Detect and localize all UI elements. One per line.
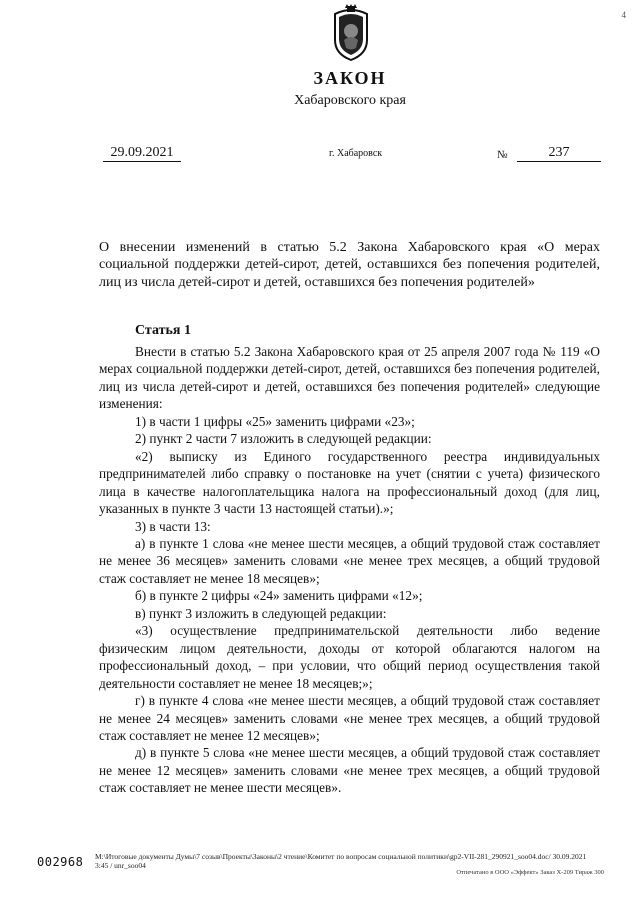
law-heading: [99, 239, 600, 291]
coat-of-arms-emblem: [329, 4, 373, 62]
article-paragraph: «3) осуществление предпринимательской деятельности либо ведение физическим лицом деятельности, доходы от которой облагаются налогом на профессиональный доход, – при условии, что общий период осуществления такой деятельности составляет не менее 18 месяцев;»;: [99, 623, 600, 691]
article-paragraph: б) в пункте 2 цифры «24» заменить цифрами «12»;: [135, 588, 423, 604]
document-code: 002968: [37, 855, 84, 869]
print-info: Отпечатано в ООО «Эффект» Заказ Х-209 Тираж 300: [456, 869, 604, 876]
article-paragraph: 2) пункт 2 части 7 изложить в следующей редакции:: [135, 431, 432, 447]
article-paragraph: «2) выписку из Единого государственного реестра индивидуальных предпринимателей либо справку о постановке на учет (снятии с учета) физического лица в качестве налогоплательщика налога на профессиональный доход (для лиц, указанных в пункте 3 части 13 настоящей статьи).»;: [99, 448, 600, 517]
law-number: 237: [517, 145, 601, 162]
law-subtitle: Хабаровского края: [294, 93, 406, 108]
article-body: [99, 343, 600, 797]
article-paragraph: г) в пункте 4 слова «не менее шести месяцев, а общий трудовой стаж составляет не менее 24 месяцев» заменить словами «не менее трех месяцев, а общий трудовой стаж составляет не менее 12 месяцев»;: [99, 693, 600, 743]
article-paragraph: д) в пункте 5 слова «не менее шести месяцев, а общий трудовой стаж составляет не менее 12 месяцев» заменить словами «не менее трех месяцев, а общий трудовой стаж составляет не менее шести месяцев».: [99, 745, 600, 796]
heading-line: О внесении изменений в статью 5.2 Закона Хабаровского края «О мерах: [99, 240, 600, 255]
heading-line: социальной поддержки детей-сирот, детей, оставшихся без попечения родителей,: [99, 257, 600, 273]
heading-line: лиц из числа детей-сирот и детей, оставшихся без попечения родителей»: [99, 274, 535, 290]
page-mark: 4: [621, 10, 626, 20]
article-paragraph: а) в пункте 1 слова «не менее шести месяцев, а общий трудовой стаж составляет не менее 36 месяцев» заменить словами «не менее трех месяцев, а общий трудовой стаж составляет не менее 18 месяцев»;: [99, 535, 600, 586]
law-date: 29.09.2021: [103, 145, 181, 162]
article-paragraph: Внести в статью 5.2 Закона Хабаровского края от 25 апреля 2007 года № 119 «О мерах социальной поддержки детей-сирот, детей, оставшихся без попечения родителей, лиц из числа детей-сирот и детей, оставшихся без попечения родителей» следующие изменения:: [99, 344, 600, 412]
law-title: ЗАКОН: [313, 68, 387, 88]
article-title: Статья 1: [135, 323, 191, 338]
file-path-line: M:\Итоговые документы Думы\7 созыв\Проекты\Законы\2 чтение\Комитет по вопросам социальной политики\gp2-VII-281_290921_soo04.doc/ 30.09.2021: [95, 852, 587, 861]
file-path-line: 3:45 / unr_soo04: [95, 861, 146, 870]
law-city: г. Хабаровск: [329, 148, 383, 159]
article-paragraph: 3) в части 13:: [135, 518, 211, 534]
article-paragraph: в) пункт 3 изложить в следующей редакции:: [135, 605, 387, 621]
number-label: №: [497, 149, 508, 161]
file-path: [95, 852, 605, 870]
article-paragraph: 1) в части 1 цифры «25» заменить цифрами «23»;: [135, 413, 415, 429]
